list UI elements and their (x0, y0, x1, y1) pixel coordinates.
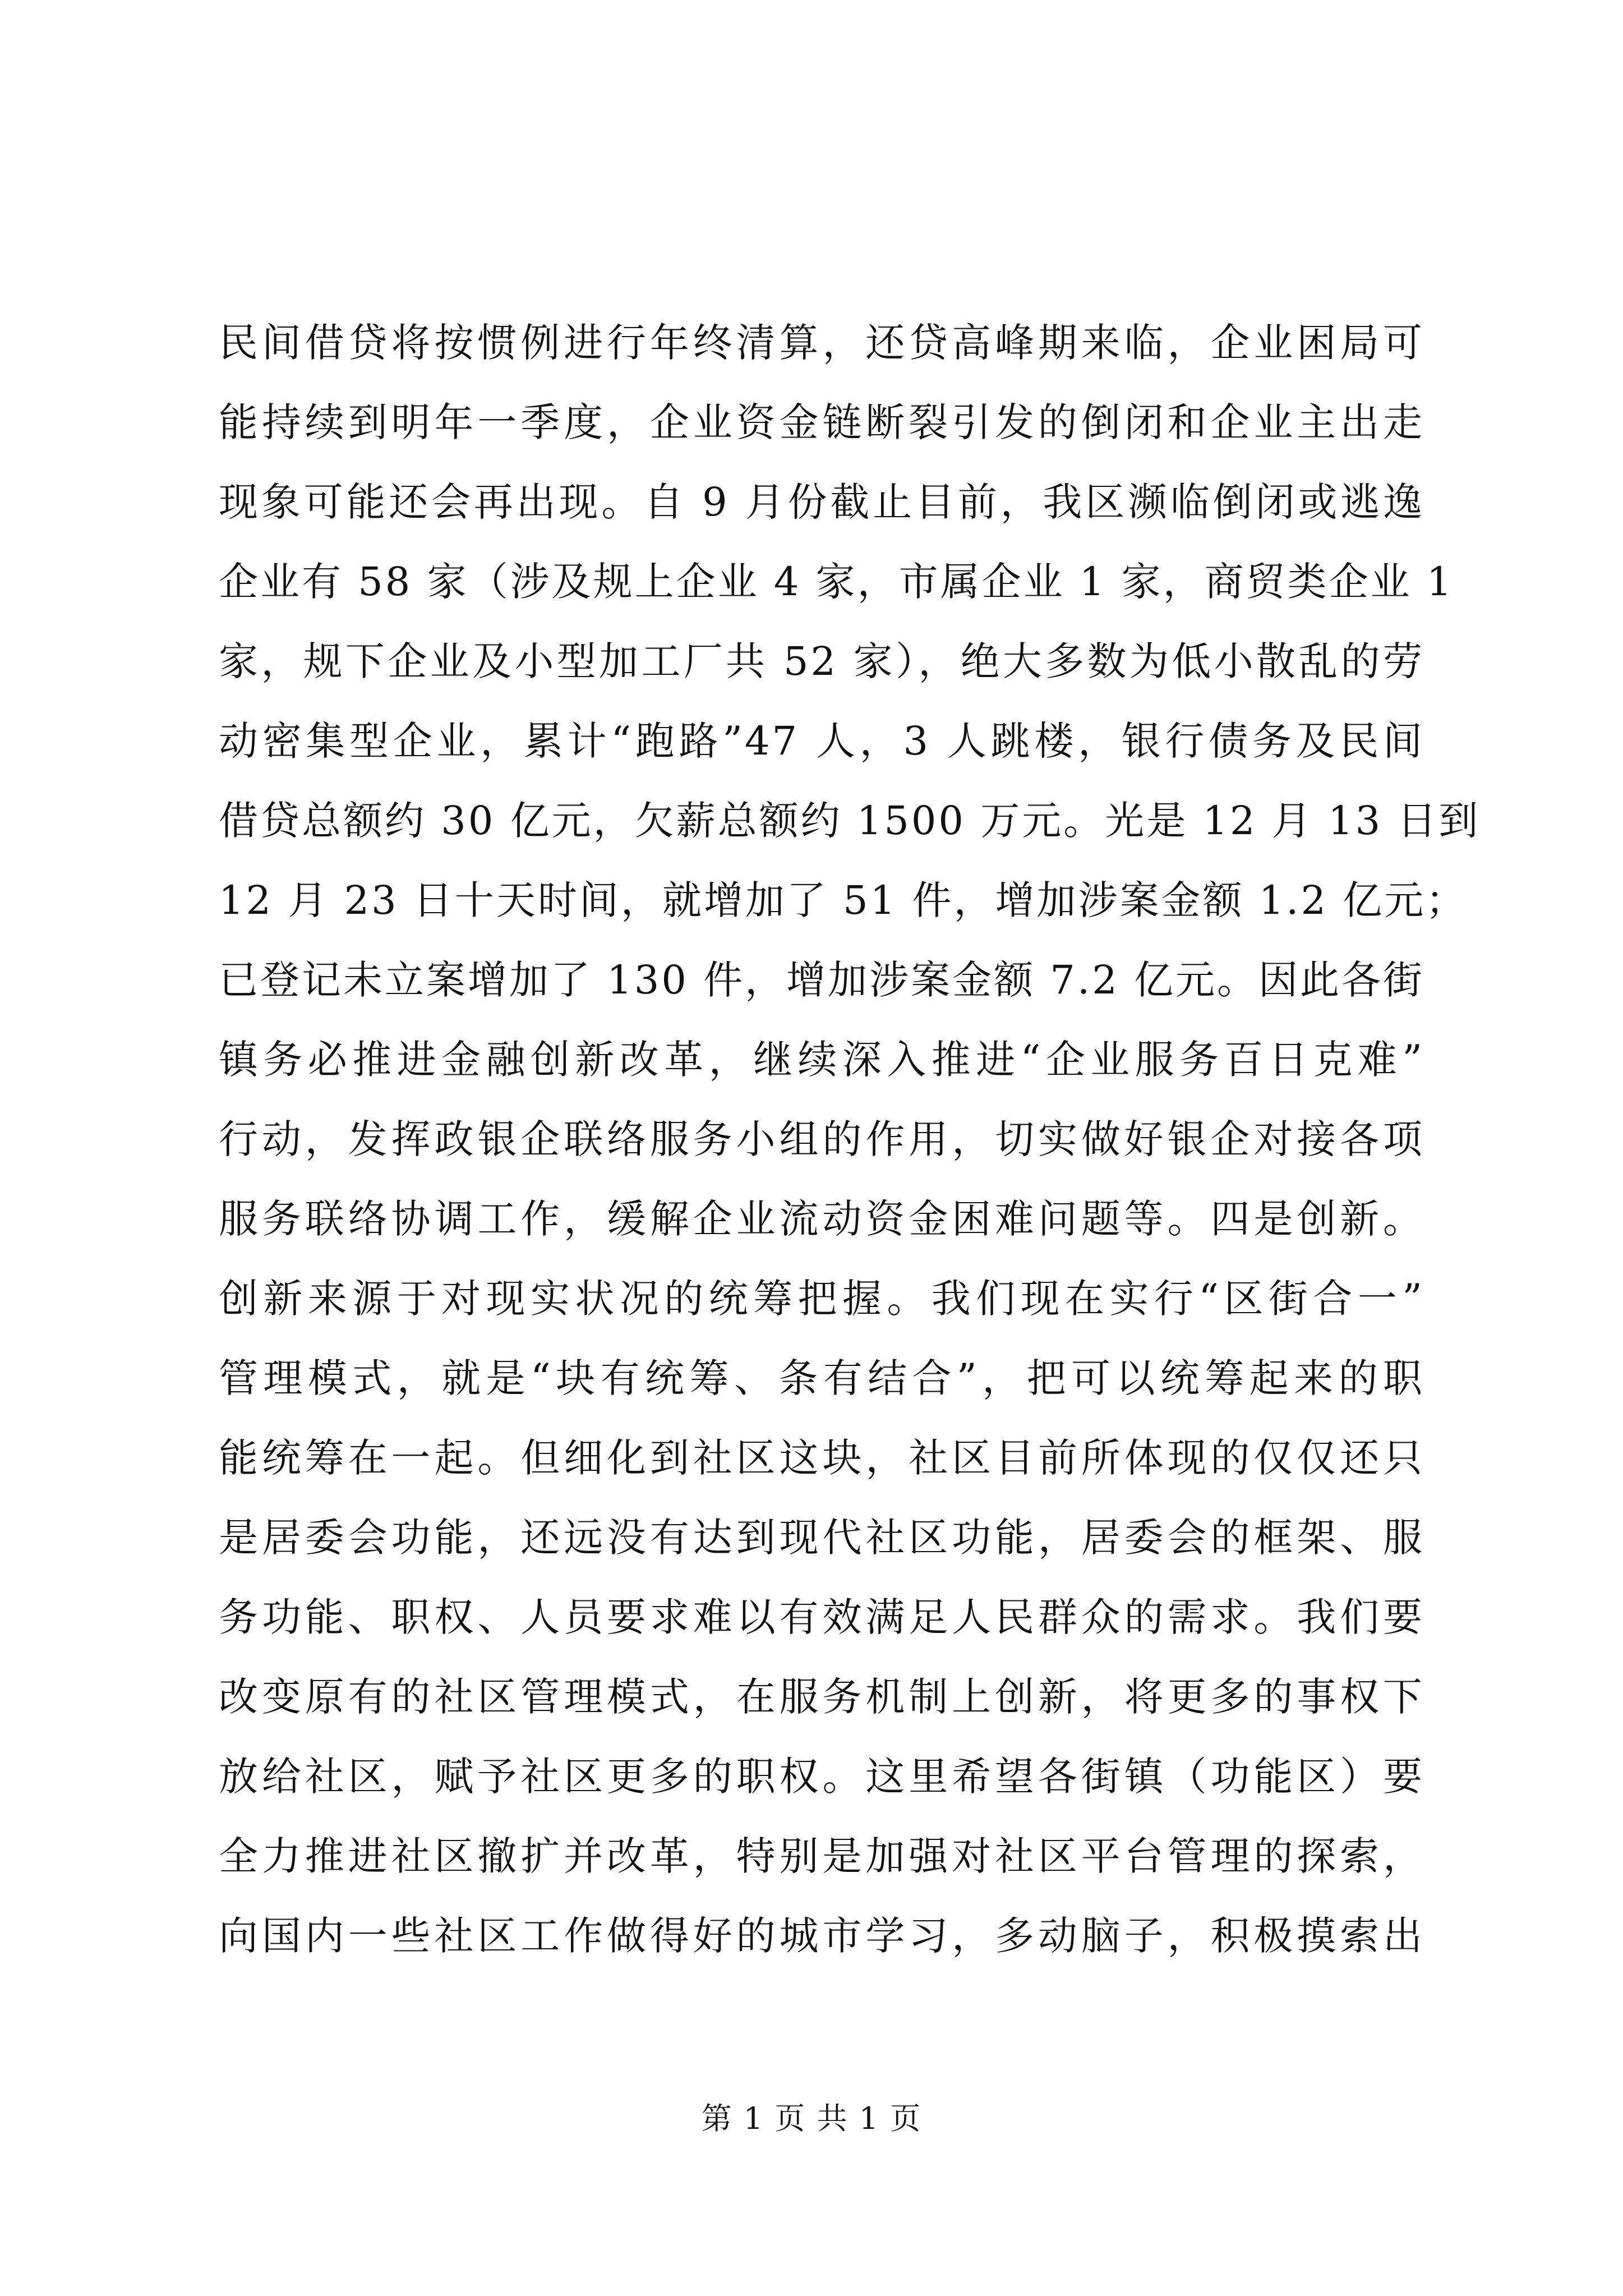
text-line: 放给社区，赋予社区更多的职权。这里希望各街镇（功能区）要 (219, 1754, 1424, 1800)
text-line: 管理模式，就是“块有统筹、条有结合”，把可以统筹起来的职 (219, 1355, 1424, 1401)
text-line: 能统筹在一起。但细化到社区这块，社区目前所体现的仅仅还只 (219, 1435, 1424, 1481)
text-line: 12 月 23 日十天时间，就增加了 51 件，增加涉案金额 1.2 亿元； (219, 877, 1468, 923)
body-text (219, 303, 1481, 1976)
text-line: 向国内一些社区工作做得好的城市学习，多动脑子，积极摸索出 (219, 1913, 1424, 1959)
text-line: 家，规下企业及小型加工厂共 52 家），绝大多数为低小散乱的劳 (219, 638, 1424, 684)
text-line: 全力推进社区撤扩并改革，特别是加强对社区平台管理的探索， (219, 1833, 1424, 1879)
text-line: 行动，发挥政银企联络服务小组的作用，切实做好银企对接各项 (219, 1116, 1424, 1162)
text-line: 民间借贷将按惯例进行年终清算，还贷高峰期来临，企业困局可 (219, 320, 1424, 366)
text-line: 是居委会功能，还远没有达到现代社区功能，居委会的框架、服 (219, 1515, 1424, 1561)
text-line: 改变原有的社区管理模式，在服务机制上创新，将更多的事权下 (219, 1674, 1424, 1720)
text-line: 已登记未立案增加了 130 件，增加涉案金额 7.2 亿元。因此各街 (219, 957, 1424, 1003)
text-line: 能持续到明年一季度，企业资金链断裂引发的倒闭和企业主出走 (219, 399, 1424, 445)
text-line: 企业有 58 家（涉及规上企业 4 家，市属企业 1 家，商贸类企业 1 (219, 559, 1454, 605)
text-line: 借贷总额约 30 亿元，欠薪总额约 1500 万元。光是 12 月 13 日到 (219, 798, 1481, 844)
text-line: 务功能、职权、人员要求难以有效满足人民群众的需求。我们要 (219, 1594, 1424, 1640)
text-line: 镇务必推进金融创新改革，继续深入推进“企业服务百日克难” (219, 1037, 1424, 1083)
text-line: 现象可能还会再出现。自 9 月份截止目前，我区濒临倒闭或逃逸 (219, 479, 1424, 525)
page-footer: 第 1 页 共 1 页 (701, 2101, 922, 2136)
text-line: 服务联络协调工作，缓解企业流动资金困难问题等。四是创新。 (219, 1196, 1424, 1242)
text-line: 创新来源于对现实状况的统筹把握。我们现在实行“区街合一” (219, 1276, 1424, 1322)
text-line: 动密集型企业，累计“跑路”47 人，3 人跳楼，银行债务及民间 (219, 718, 1424, 764)
